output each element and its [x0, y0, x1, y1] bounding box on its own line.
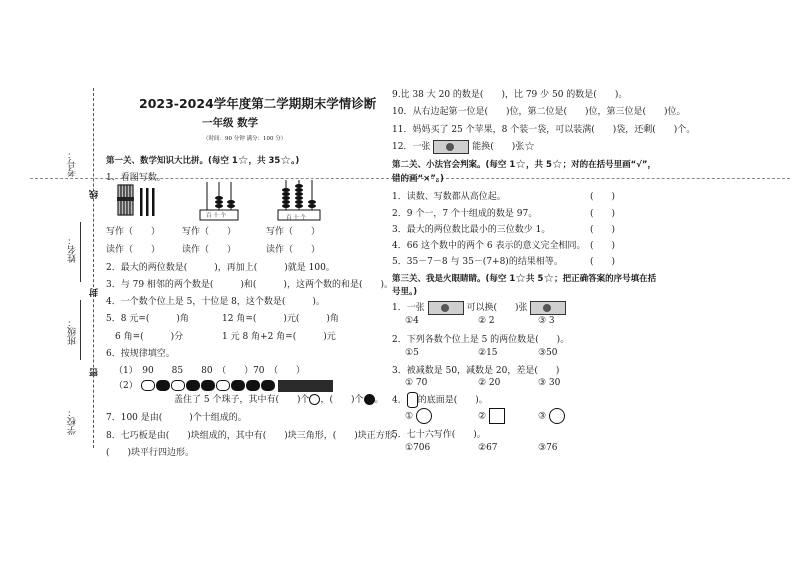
read-blank-2[interactable]: 读作（ ） [182, 245, 237, 255]
choice-2-opt-3[interactable]: ③50 [538, 348, 558, 358]
seal-mark-line: 线 [90, 190, 100, 199]
question-12: 12．一张 能换( )张☆ [392, 139, 535, 153]
school-label: 学校： [68, 408, 78, 435]
choice-5-opt-3[interactable]: ③76 [538, 443, 558, 453]
judge-blank-5[interactable]: ( ) [590, 257, 616, 267]
circle-shape-icon [416, 408, 432, 424]
choice-1-opt-1[interactable]: ①4 [405, 316, 419, 326]
judge-blank-3[interactable]: ( ) [590, 225, 616, 235]
judge-blank-4[interactable]: ( ) [590, 241, 616, 251]
question-5c: 6 角=( )分 [115, 332, 184, 342]
star-icon: ☆ [280, 153, 292, 167]
name-underline [80, 222, 82, 282]
question-8b: ( )块平行四边形。 [106, 448, 195, 458]
banknote-icon [433, 140, 469, 154]
banknote-icon [530, 301, 566, 315]
class-underline [80, 300, 82, 360]
abacus-1-label: 百 十 个 [206, 213, 226, 219]
star-icon: ☆ [515, 271, 527, 285]
section-3-heading: 第三关、我是火眼睛睛。(每空 1☆共 5☆；把正确答案的序号填在括 [392, 271, 657, 285]
question-5a: 5．8 元=( )角 [106, 314, 189, 324]
choice-3-opt-3[interactable]: ③ 30 [538, 378, 561, 388]
choice-1: 1．一张 可以换( )张 [392, 300, 566, 315]
question-2: 2．最大的两位数是( )，再加上( )就是 100。 [106, 263, 335, 273]
judge-item-5: 5．35－7－8 与 35－(7+8)的结果相等。 [392, 257, 563, 267]
judge-item-4: 4．66 这个数中的两个 6 表示的意义完全相同。 [392, 241, 586, 251]
question-11: 11．妈妈买了 25 个苹果，8 个装一袋，可以装满( )袋，还剩( )个。 [392, 125, 696, 135]
choice-2: 2．下列各数个位上是 5 的两位数是( )。 [392, 335, 570, 345]
read-blank-3[interactable]: 读作（ ） [266, 245, 321, 255]
seal-mark-seal: 封 [90, 288, 100, 297]
judge-item-1: 1．读数、写数都从高位起。 [392, 192, 506, 202]
square-shape-icon [489, 408, 505, 424]
write-blank-2[interactable]: 写作（ ） [182, 227, 237, 237]
question-9: 9.比 38 大 20 的数是( )，比 79 少 50 的数是( )。 [392, 90, 628, 100]
choice-2-opt-2[interactable]: ②15 [478, 348, 498, 358]
bead-white-icon [171, 380, 185, 391]
star-icon: ☆ [543, 271, 555, 285]
section-2-heading: 第二关、小法官会判案。(每空 1☆，共 5☆；对的在括号里画“√”， [392, 157, 657, 171]
choice-4-opt-2[interactable]: ② [478, 408, 505, 424]
question-1: 1．看图写数。 [106, 173, 166, 183]
choice-1-opt-3[interactable]: ③ 3 [538, 316, 555, 326]
section-1-heading: 第一关、数学知识大比拼。(每空 1☆，共 35☆。) [106, 153, 300, 167]
bead-black-icon [231, 380, 245, 391]
star-icon: ☆ [524, 139, 535, 153]
question-6: 6．按规律填空。 [106, 349, 175, 359]
seal-mark-secret: 密 [90, 368, 100, 377]
read-blank-1[interactable]: 读作（ ） [106, 245, 161, 255]
white-bead-icon [309, 394, 320, 405]
question-6-2-text: 盖住了 5 个珠子，其中有( )个 ，( )个 。 [174, 395, 384, 405]
question-7: 7．100 是由( )个十组成的。 [106, 413, 247, 423]
question-5b: 12 角=( )元( )角 [222, 314, 339, 324]
choice-4-opt-1[interactable]: ① [405, 408, 432, 424]
judge-item-2: 2．9 个一，7 个十组成的数是 97。 [392, 209, 538, 219]
choice-4-opt-3[interactable]: ③ [538, 408, 565, 424]
exam-number-label: 考号： [68, 150, 78, 177]
choice-4: 4． 的底面是( )。 [392, 392, 488, 408]
question-4: 4．一个数个位上是 5，十位是 8，这个数是( )。 [106, 297, 325, 307]
choice-3-opt-2[interactable]: ② 20 [478, 378, 501, 388]
question-6-2: （2） [114, 378, 333, 392]
section-3-heading-cont: 号里。) [392, 287, 418, 297]
choice-5-opt-1[interactable]: ①706 [405, 443, 431, 453]
bead-black-icon [156, 380, 170, 391]
section-2-heading-cont: 错的画“×”。) [392, 174, 444, 184]
question-10: 10．从右边起第一位是( )位，第二位是( )位，第三位是( )位。 [392, 107, 686, 117]
choice-5: 5．七十六写作( )。 [392, 430, 486, 440]
bead-black-icon [201, 380, 215, 391]
black-bead-icon [364, 394, 375, 405]
write-blank-1[interactable]: 写作（ ） [106, 227, 161, 237]
question-5d: 1 元 8 角+2 角=( )元 [222, 332, 336, 342]
choice-3: 3．被减数是 50，减数是 20，差是( ) [392, 366, 560, 376]
choice-3-opt-1[interactable]: ① 70 [405, 378, 428, 388]
bead-white-icon [141, 380, 155, 391]
question-3: 3．与 79 相邻的两个数是( )和( )，这两个数的和是( )。 [106, 280, 393, 290]
star-icon: ☆ [515, 157, 527, 171]
banknote-icon [428, 301, 464, 315]
judge-item-3: 3．最大的两位数比最小的三位数少 1。 [392, 225, 551, 235]
bead-white-icon [216, 380, 230, 391]
page-subtitle: 一年级 数学 [202, 117, 259, 129]
cover-box-icon [278, 380, 333, 392]
seal-line [93, 88, 94, 448]
bead-black-icon [261, 380, 275, 391]
write-blank-3[interactable]: 写作（ ） [266, 227, 321, 237]
choice-2-opt-1[interactable]: ①5 [405, 348, 419, 358]
question-8a: 8．七巧板是由( )块组成的，其中有( )块三角形，( )块正方形， [106, 431, 403, 441]
class-label: 班级： [68, 318, 78, 345]
cylinder-icon [407, 392, 418, 408]
circle-shape-icon [549, 408, 565, 424]
star-icon: ☆ [237, 153, 249, 167]
bundle-sticks-image [116, 182, 160, 218]
abacus-2-label: 百 十 个 [286, 215, 306, 221]
star-icon: ☆ [551, 157, 563, 171]
bead-black-icon [246, 380, 260, 391]
choice-5-opt-2[interactable]: ②67 [478, 443, 498, 453]
name-label: 姓名： [68, 236, 78, 263]
judge-blank-1[interactable]: ( ) [590, 192, 616, 202]
bead-black-icon [186, 380, 200, 391]
choice-1-opt-2[interactable]: ② 2 [478, 316, 495, 326]
exam-info: （时间：90 分钟 满分：100 分） [203, 136, 287, 142]
page-title: 2023-2024学年度第二学期期末学情诊断 [139, 96, 377, 111]
question-6-1: （1） 90 85 80 （ ）70 （ ） [114, 366, 306, 376]
judge-blank-2[interactable]: ( ) [590, 209, 616, 219]
